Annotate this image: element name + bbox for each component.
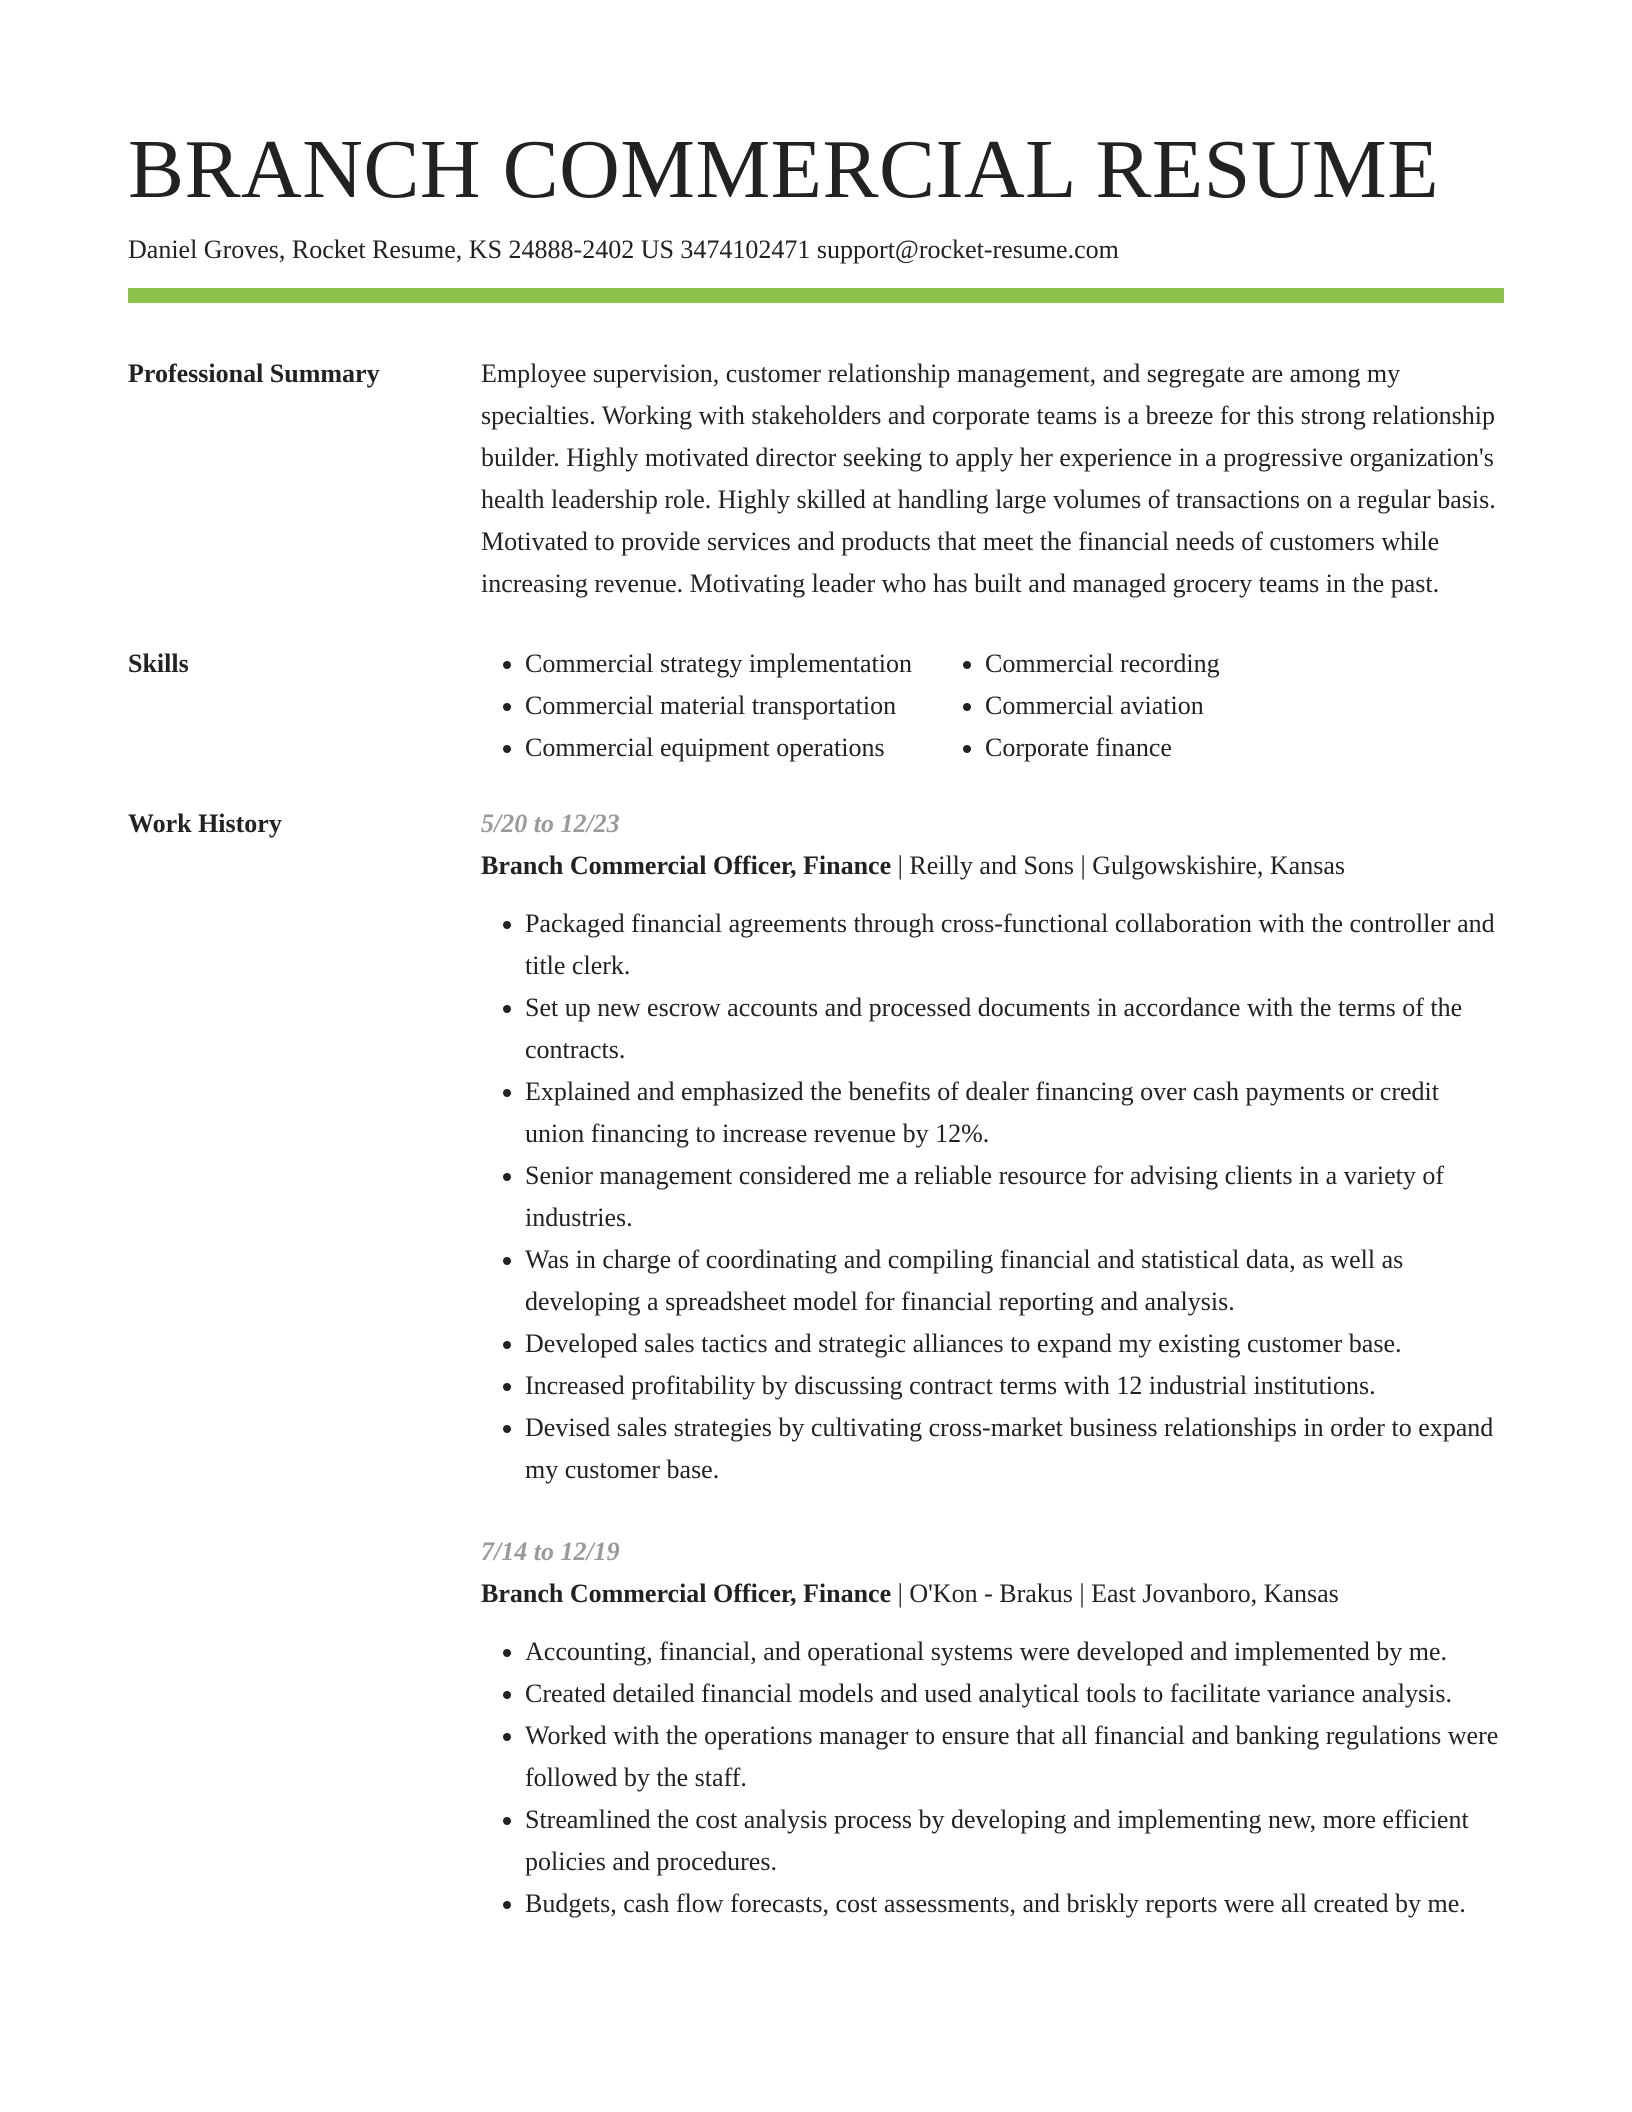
job-bullet: • Worked with the operations manager to ensure that all financial and banking regulations were followed by the staff. (525, 1715, 1504, 1799)
job-dates: 5/20 to 12/23 (481, 809, 620, 838)
job-title: Branch Commercial Officer, Finance (481, 1579, 892, 1608)
job-entry (481, 1531, 1504, 1925)
skills-list-right (941, 643, 1220, 769)
header-divider (128, 288, 1504, 303)
job-bullet: • Devised sales strategies by cultivating cross-market business relationships in order to expand my customer base. (525, 1407, 1504, 1491)
skill-item: • Commercial aviation (985, 685, 1220, 727)
contact-line: Daniel Groves, Rocket Resume, KS 24888-2402 US 3474102471 support@rocket-resume.com (128, 235, 1119, 264)
job-bullet: • Budgets, cash flow forecasts, cost assessments, and briskly reports were all created by me. (525, 1883, 1504, 1925)
section-label-work: Work History (128, 809, 282, 838)
job-bullet: • Packaged financial agreements through cross-functional collaboration with the controller and title clerk. (525, 903, 1504, 987)
skill-item: • Commercial material transportation (525, 685, 941, 727)
skill-item: • Corporate finance (985, 727, 1220, 769)
job-header (481, 845, 1504, 887)
skills-columns (481, 643, 1504, 769)
resume-title: BRANCH COMMERCIAL RESUME (128, 123, 1440, 216)
job-dates: 7/14 to 12/19 (481, 1537, 620, 1566)
skills-section (128, 643, 1504, 769)
job-bullet: • Was in charge of coordinating and compiling financial and statistical data, as well as developing a spreadsheet model for financial reporting and analysis. (525, 1239, 1504, 1323)
section-label-summary: Professional Summary (128, 359, 380, 388)
skill-item: • Commercial recording (985, 643, 1220, 685)
skills-body (481, 643, 1504, 769)
job-bullet: • Streamlined the cost analysis process by developing and implementing new, more efficient policies and procedures. (525, 1799, 1504, 1883)
job-bullet: • Developed sales tactics and strategic alliances to expand my existing customer base. (525, 1323, 1504, 1365)
professional-summary-section (128, 353, 1504, 605)
job-bullet: • Created detailed financial models and used analytical tools to facilitate variance analysis. (525, 1673, 1504, 1715)
job-bullet-list (481, 1631, 1504, 1925)
work-body (481, 803, 1504, 1965)
job-bullet: • Accounting, financial, and operational systems were developed and implemented by me. (525, 1631, 1504, 1673)
job-bullet: • Senior management considered me a reliable resource for advising clients in a variety of industries. (525, 1155, 1504, 1239)
section-label-skills: Skills (128, 649, 189, 678)
job-employer-location: | O'Kon - Brakus | East Jovanboro, Kansas (891, 1579, 1339, 1608)
summary-text: Employee supervision, customer relationship management, and segregate are among my specialties. Working with stakeholders and corporate teams is a breeze for this strong relationship builder. Highly motivated director seeking to apply her experience in a progressive organization's health leadership role. Highly skilled at handling large volumes of transactions on a regular basis. Motivated to provide services and products that meet the financial needs of customers while increasing revenue. Motivating leader who has built and managed grocery teams in the past. (481, 359, 1496, 598)
job-header (481, 1573, 1504, 1615)
skill-item: • Commercial strategy implementation (525, 643, 941, 685)
job-bullet-list (481, 903, 1504, 1491)
job-employer-location: | Reilly and Sons | Gulgowskishire, Kansas (891, 851, 1345, 880)
skill-item: • Commercial equipment operations (525, 727, 941, 769)
work-history-section (128, 803, 1504, 1965)
job-bullet: • Explained and emphasized the benefits of dealer financing over cash payments or credit union financing to increase revenue by 12%. (525, 1071, 1504, 1155)
job-bullet: • Increased profitability by discussing contract terms with 12 industrial institutions. (525, 1365, 1504, 1407)
skills-list-left (481, 643, 941, 769)
job-bullet: • Set up new escrow accounts and processed documents in accordance with the terms of the contracts. (525, 987, 1504, 1071)
job-title: Branch Commercial Officer, Finance (481, 851, 892, 880)
summary-body (481, 353, 1504, 605)
job-entry (481, 803, 1504, 1491)
